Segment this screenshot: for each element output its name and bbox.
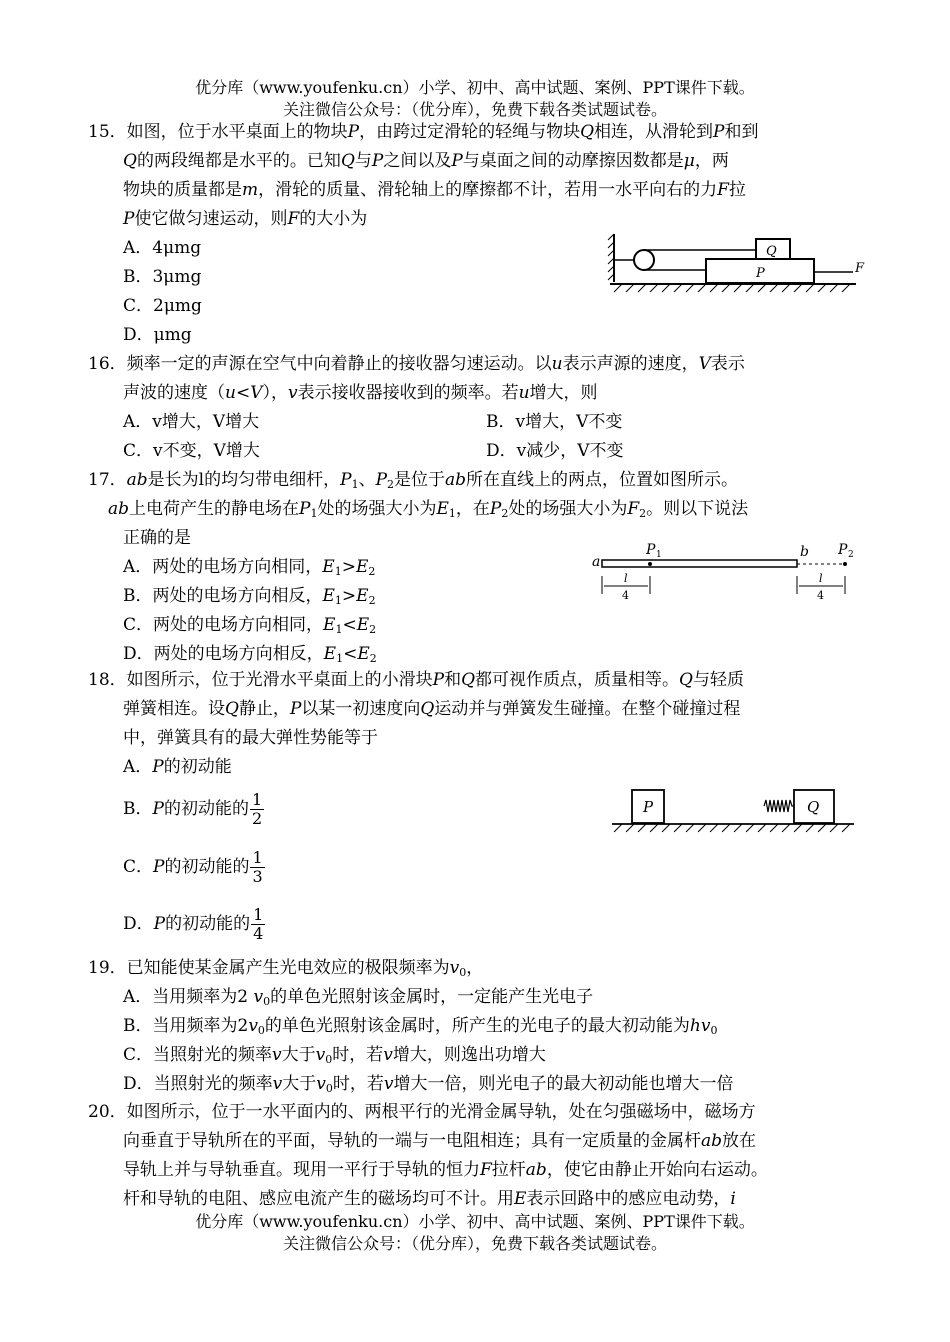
q17-rod-figure bbox=[590, 536, 865, 606]
q15-line-3: 物块的质量都是m，滑轮的质量、滑轮轴上的摩擦都不计，若用一水平向右的力F拉 bbox=[123, 180, 746, 200]
q18-line-2: 弹簧相连。设Q静止，P以某一初速度向Q运动并与弹簧发生碰撞。在整个碰撞过程 bbox=[123, 699, 741, 719]
q18-line-1: 18．如图所示，位于光滑水平桌面上的小滑块P和Q都可视作质点，质量相等。Q与轻质 bbox=[88, 670, 744, 690]
q16-option-b: B．v增大，V不变 bbox=[486, 412, 623, 432]
q19-option-a: A．当用频率为2 $v_0$的单色光照射该金属时，一定能产生光电子 bbox=[123, 987, 594, 1008]
q16-line-2: 声波的速度（u<V），v表示接收器接收到的频率。若u增大，则 bbox=[123, 383, 598, 403]
q17-option-d: D．两处的电场方向相反，$E_1<E_2$ bbox=[123, 644, 377, 665]
q16-line-1: 16．频率一定的声源在空气中向着静止的接收器匀速运动。以u表示声源的速度，V表示 bbox=[88, 354, 745, 374]
q16-option-a: A．v增大，V增大 bbox=[123, 412, 260, 432]
q20-line-3: 导轨上并与导轨垂直。现用一平行于导轨的恒力F拉杆ab，使它由静止开始向右运动。 bbox=[123, 1160, 768, 1180]
q15-fig-label-q: Q bbox=[766, 244, 777, 259]
header-line-2: 关注微信公众号：（优分库），免费下载各类试题试卷。 bbox=[282, 100, 667, 119]
q17-line-2: ab上电荷产生的静电场在$P_1$处的场强大小为$E_1$，在$P_2$处的场强大小为$F_2$。则以下说法 bbox=[108, 499, 749, 520]
q17-fig-label-b: b bbox=[800, 544, 809, 560]
q17-line-3: 正确的是 bbox=[123, 528, 191, 548]
q15-option-b: B．3μmg bbox=[123, 267, 202, 287]
q17-line-1: 17．ab是长为l的均匀带电细杆，$P_1$、$P_2$是位于ab所在直线上的两点，位置如图所示。 bbox=[88, 470, 739, 491]
q15-line-4: P使它做匀速运动，则F的大小为 bbox=[123, 209, 368, 229]
q17-fig-l-left: l bbox=[624, 572, 628, 585]
footer-line-1: 优分库（www.youfenku.cn）小学、初中、高中试题、案例、PPT课件下载。 bbox=[195, 1212, 755, 1231]
q15-line-1: 15．如图，位于水平桌面上的物块P，由跨过定滑轮的轻绳与物块Q相连，从滑轮到P和到 bbox=[88, 122, 759, 142]
q20-line-1: 20．如图所示，位于一水平面内的、两根平行的光滑金属导轨，处在匀强磁场中，磁场方 bbox=[88, 1102, 756, 1122]
q18-line-3: 中，弹簧具有的最大弹性势能等于 bbox=[123, 728, 378, 748]
q18-fraction-b: $\frac{1}{2}$ bbox=[251, 790, 263, 828]
q15-option-d: D．μmg bbox=[123, 325, 192, 345]
q17-fig-label-p2: P bbox=[838, 542, 848, 558]
q17-fig-4-right: 4 bbox=[817, 589, 824, 602]
q17-option-b: B．两处的电场方向相反，$E_1>E_2$ bbox=[123, 586, 376, 607]
q18-option-d: D．P的初动能的 $\frac{1}{4}$ bbox=[123, 905, 264, 943]
q16-option-d: D．v减少，V不变 bbox=[486, 441, 624, 461]
q17-fig-label-a: a bbox=[592, 554, 601, 570]
q19-option-b: B．当用频率为$2v_0$的单色光照射该金属时，所产生的光电子的最大初动能为$hv_0$ bbox=[123, 1016, 718, 1037]
q18-fraction-c: $\frac{1}{3}$ bbox=[252, 848, 263, 886]
q19-option-d: D．当照射光的频率v大于$v_0$时，若v增大一倍，则光电子的最大初动能也增大一倍 bbox=[123, 1074, 734, 1095]
q16-option-c: C．v不变，V增大 bbox=[123, 441, 260, 461]
q19-line-1: 19．已知能使某金属产生光电效应的极限频率为$v_0$， bbox=[88, 958, 484, 979]
q17-option-c: C．两处的电场方向相同，$E_1<E_2$ bbox=[123, 615, 377, 636]
q18-option-b: B．P的初动能的 $\frac{1}{2}$ bbox=[123, 790, 263, 828]
q15-line-2: Q的两段绳都是水平的。已知Q与P之间以及P与桌面之间的动摩擦因数都是μ，两 bbox=[123, 151, 729, 171]
footer-line-2: 关注微信公众号：（优分库），免费下载各类试题试卷。 bbox=[282, 1234, 667, 1253]
q19-option-c: C．当照射光的频率v大于$v_0$时，若v增大，则逸出功增大 bbox=[123, 1045, 546, 1066]
q18-option-a: A．P的初动能 bbox=[123, 757, 232, 777]
q18-spring-figure bbox=[612, 786, 857, 834]
q18-option-c: C．P的初动能的 $\frac{1}{3}$ bbox=[123, 848, 263, 886]
q20-line-2: 向垂直于导轨所在的平面，导轨的一端与一电阻相连；具有一定质量的金属杆ab放在 bbox=[123, 1131, 757, 1151]
q15-pulley-figure bbox=[608, 232, 868, 294]
q17-fig-l-right: l bbox=[819, 572, 823, 585]
q17-fig-sub-1: 1 bbox=[656, 550, 662, 560]
q20-line-4: 杆和导轨的电阻、感应电流产生的磁场均可不计。用E表示回路中的感应电动势，i bbox=[123, 1189, 736, 1209]
q15-fig-label-f: F bbox=[855, 261, 865, 276]
q17-fig-label-p1: P bbox=[646, 542, 656, 558]
q18-fraction-d: $\frac{1}{4}$ bbox=[253, 905, 264, 943]
header-line-1: 优分库（www.youfenku.cn）小学、初中、高中试题、案例、PPT课件下载。 bbox=[195, 78, 755, 97]
q17-fig-sub-2: 2 bbox=[848, 550, 854, 560]
q15-option-c: C．2μmg bbox=[123, 296, 202, 316]
q18-fig-label-p: P bbox=[643, 798, 654, 816]
q17-fig-4-left: 4 bbox=[622, 589, 629, 602]
q15-fig-label-p: P bbox=[756, 266, 765, 281]
q17-option-a: A．两处的电场方向相同，$E_1>E_2$ bbox=[123, 557, 376, 578]
q18-fig-label-q: Q bbox=[807, 798, 820, 816]
q15-option-a: A．4μmg bbox=[123, 238, 202, 258]
